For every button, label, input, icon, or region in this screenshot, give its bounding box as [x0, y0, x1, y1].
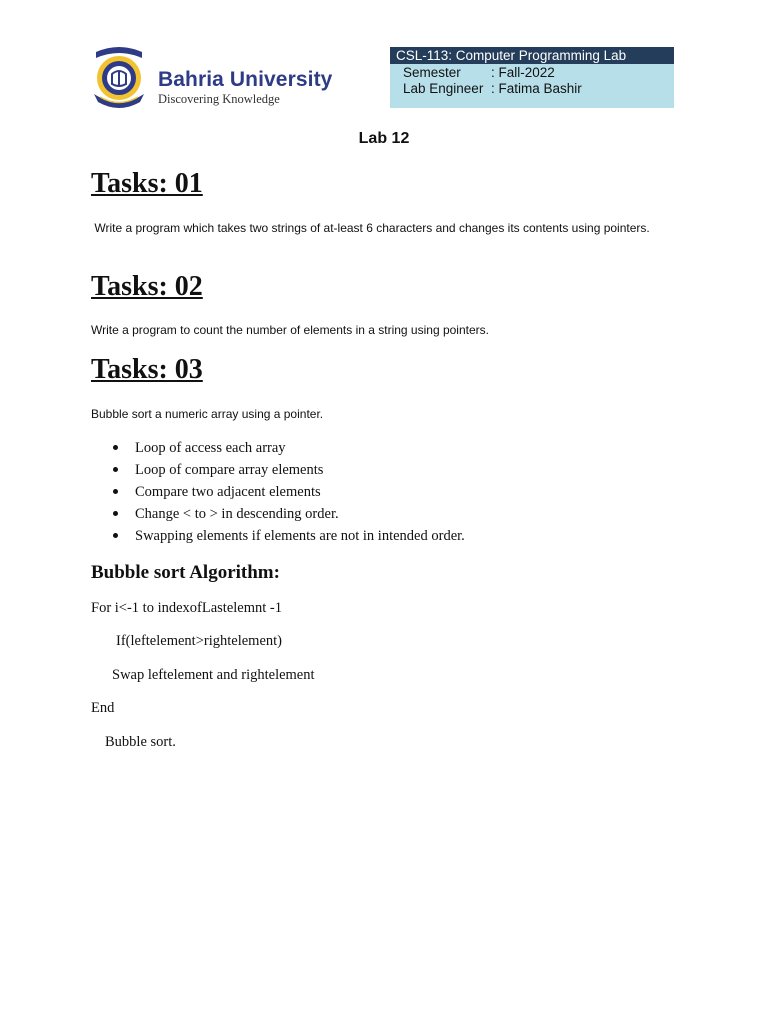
task-01-heading: Tasks: 01 [91, 168, 203, 199]
algorithm-line: For i<-1 to indexofLastelemnt -1 [91, 600, 282, 616]
list-item: Compare two adjacent elements [110, 481, 465, 503]
bullet-icon [113, 467, 118, 472]
algorithm-line: If(leftelement>rightelement) [116, 633, 282, 649]
list-item: Change < to > in descending order. [110, 503, 465, 525]
list-item: Loop of access each array [110, 437, 465, 459]
lab-engineer-label: Lab Engineer [403, 81, 484, 96]
course-info-box [390, 47, 674, 108]
university-logo [90, 44, 333, 110]
bullet-icon [113, 445, 118, 450]
task-03-text: Bubble sort a numeric array using a pointer. [91, 407, 324, 421]
semester-value: : Fall-2022 [491, 65, 555, 80]
bullet-icon [113, 489, 118, 494]
bullet-icon [113, 511, 118, 516]
lab-engineer-row [403, 81, 582, 97]
algorithm-heading: Bubble sort Algorithm: [91, 562, 280, 583]
university-tagline: Discovering Knowledge [158, 92, 280, 106]
list-item: Swapping elements if elements are not in intended order. [110, 525, 465, 547]
algorithm-line: Swap leftelement and rightelement [112, 667, 315, 683]
algorithm-line: End [91, 700, 115, 716]
semester-row [403, 65, 555, 81]
task-02-heading: Tasks: 02 [91, 271, 203, 302]
bullet-icon [113, 533, 118, 538]
task-03-heading: Tasks: 03 [91, 354, 203, 385]
task-02-text: Write a program to count the number of elements in a string using pointers. [91, 323, 489, 337]
task-01-text: Write a program which takes two strings of at-least 6 characters and changes its contents using pointers. [91, 221, 650, 235]
university-name: Bahria University [158, 68, 333, 91]
university-seal-icon [90, 44, 148, 110]
lab-title: Lab 12 [358, 130, 410, 147]
lab-engineer-value: : Fatima Bashir [491, 81, 582, 96]
list-item: Loop of compare array elements [110, 459, 465, 481]
algorithm-line: Bubble sort. [105, 734, 176, 750]
semester-label: Semester [403, 65, 461, 80]
course-code-title: CSL-113: Computer Programming Lab [390, 47, 674, 64]
task-03-bullet-list [110, 437, 465, 547]
